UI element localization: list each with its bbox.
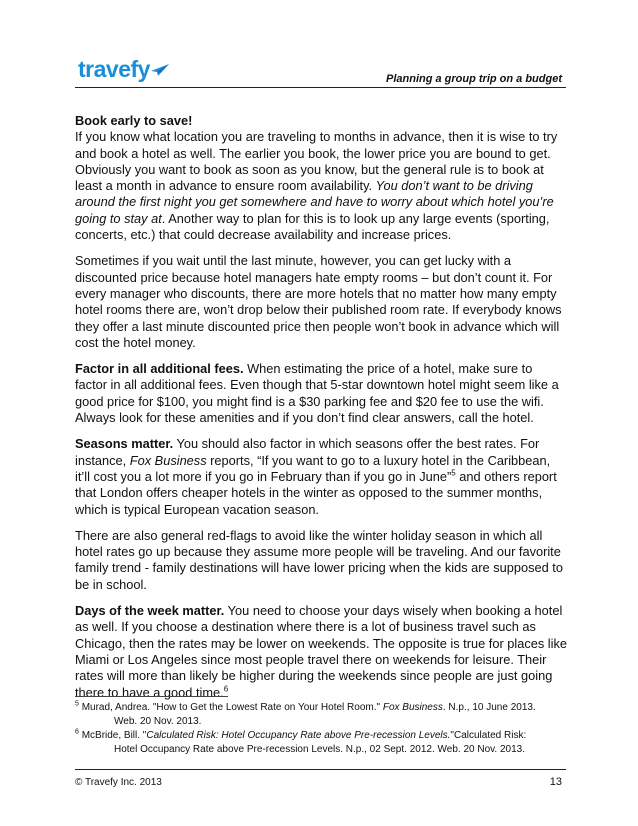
body-text: and others report that London offers cheaper hotels in the winter as opposed to the summer months, which is typical European vacation season. <box>75 468 557 517</box>
section-heading: Factor in all additional fees. <box>75 361 244 377</box>
footnote <box>75 701 567 728</box>
section-seasons <box>75 436 567 517</box>
section-heading: Book early to save! <box>75 113 193 128</box>
footnote-text-italic: Fox Business <box>382 702 443 713</box>
section-additional-fees <box>75 361 567 426</box>
section-heading: Days of the week matter. <box>75 603 225 619</box>
footnote-text: . N.p., 10 June 2013. <box>442 702 536 713</box>
footnotes <box>75 701 567 757</box>
footnote <box>75 729 567 756</box>
footnote-divider <box>75 696 228 697</box>
page-number: 13 <box>549 776 562 788</box>
logo-wordmark: travefy <box>78 56 150 82</box>
section-heading: Seasons matter. <box>75 436 174 452</box>
footnote-text: Murad, Andrea. "How to Get the Lowest Rate on Your Hotel Room." <box>81 702 383 713</box>
footnote-number: 6 <box>75 728 79 736</box>
footnote-ref[interactable]: 5 <box>451 468 456 478</box>
footnote-text: McBride, Bill. " <box>81 730 147 741</box>
body-text-italic: Fox Business <box>129 452 207 468</box>
body-text: reports, “If you want to go to a luxury hotel in the Caribbean, it’ll cost you a lot more if you go in February than if you go in June” <box>75 452 551 484</box>
body-text: If you know what location you are traveling to months in advance, then it is wise to try and book a hotel as well. The earlier you book, the lower price you are bound to get. Obviously you want to book as soon as you know, but the general rule is to book at least a month in advance to ensure room availability. <box>75 129 558 194</box>
footer-divider <box>75 769 566 770</box>
section-book-early <box>75 113 567 243</box>
body-text-italic: You don’t want to be driving around the first night you get somewhere and have to worry about which hotel you’re going to stay at <box>75 178 554 226</box>
travefy-logo <box>78 53 169 81</box>
body-text: When estimating the price of a hotel, make sure to factor in all additional fees. Even though that 5-star downtown hotel might seem like a good price for $100, you might find is a $30 parking fee and $20 fee to use the wifi. Always look for these amenities and if you don’t find clear answers, call the hotel. <box>75 361 559 426</box>
body-text: You need to choose your days wisely when booking a hotel as well. If you choose a destination where there is a lot of business travel such as Chicago, then the rates may be lower on weekends. The opposite is true for places like Miami or Los Angeles since most people travel there on weekends for leisure. Their rates will more than likely be higher during the weekends since people are just going there to have a good time. <box>75 603 568 700</box>
header-title: Planning a group trip on a budget <box>386 73 562 85</box>
body-text: You should also factor in which seasons offer the best rates. For instance, <box>75 436 540 468</box>
footnote-ref[interactable]: 6 <box>223 684 229 694</box>
footnote-number: 5 <box>75 700 79 708</box>
section-days-of-week <box>75 603 567 701</box>
paragraph: Sometimes if you wait until the last minute, however, you can get lucky with a discounted price because hotel managers hate empty rooms – but don’t count it. For every manager who discounts, there are more hotels that no matter how many empty hotel rooms there are, won’t drop below their published room rate. If everybody knows they offer a last minute discounted price then people won’t book in advance which will cost the hotel money. <box>75 253 562 350</box>
footnote-text-italic: Calculated Risk: Hotel Occupancy Rate above Pre-recession Levels. <box>146 730 451 741</box>
footer-copyright: © Travefy Inc. 2013 <box>75 777 162 788</box>
footnote-text: "Calculated Risk: <box>450 730 527 741</box>
document-body <box>75 113 567 711</box>
paper-plane-icon <box>151 64 169 76</box>
footnote-text: Web. 20 Nov. 2013. <box>114 715 202 727</box>
footnote-text: Hotel Occupancy Rate above Pre-recession Levels. N.p., 02 Sept. 2012. Web. 20 Nov. 2013. <box>114 743 525 755</box>
body-text: . Another way to plan for this is to look up any large events (sporting, concerts, etc.) that could decrease availability and increase prices. <box>75 210 550 243</box>
paragraph: There are also general red-flags to avoid like the winter holiday season in which all hotel rates go up because they assume more people will be traveling. And our favorite family trend - family destinations will have lower pricing when the kids are supposed to be in school. <box>75 527 563 592</box>
header-divider <box>75 87 566 88</box>
